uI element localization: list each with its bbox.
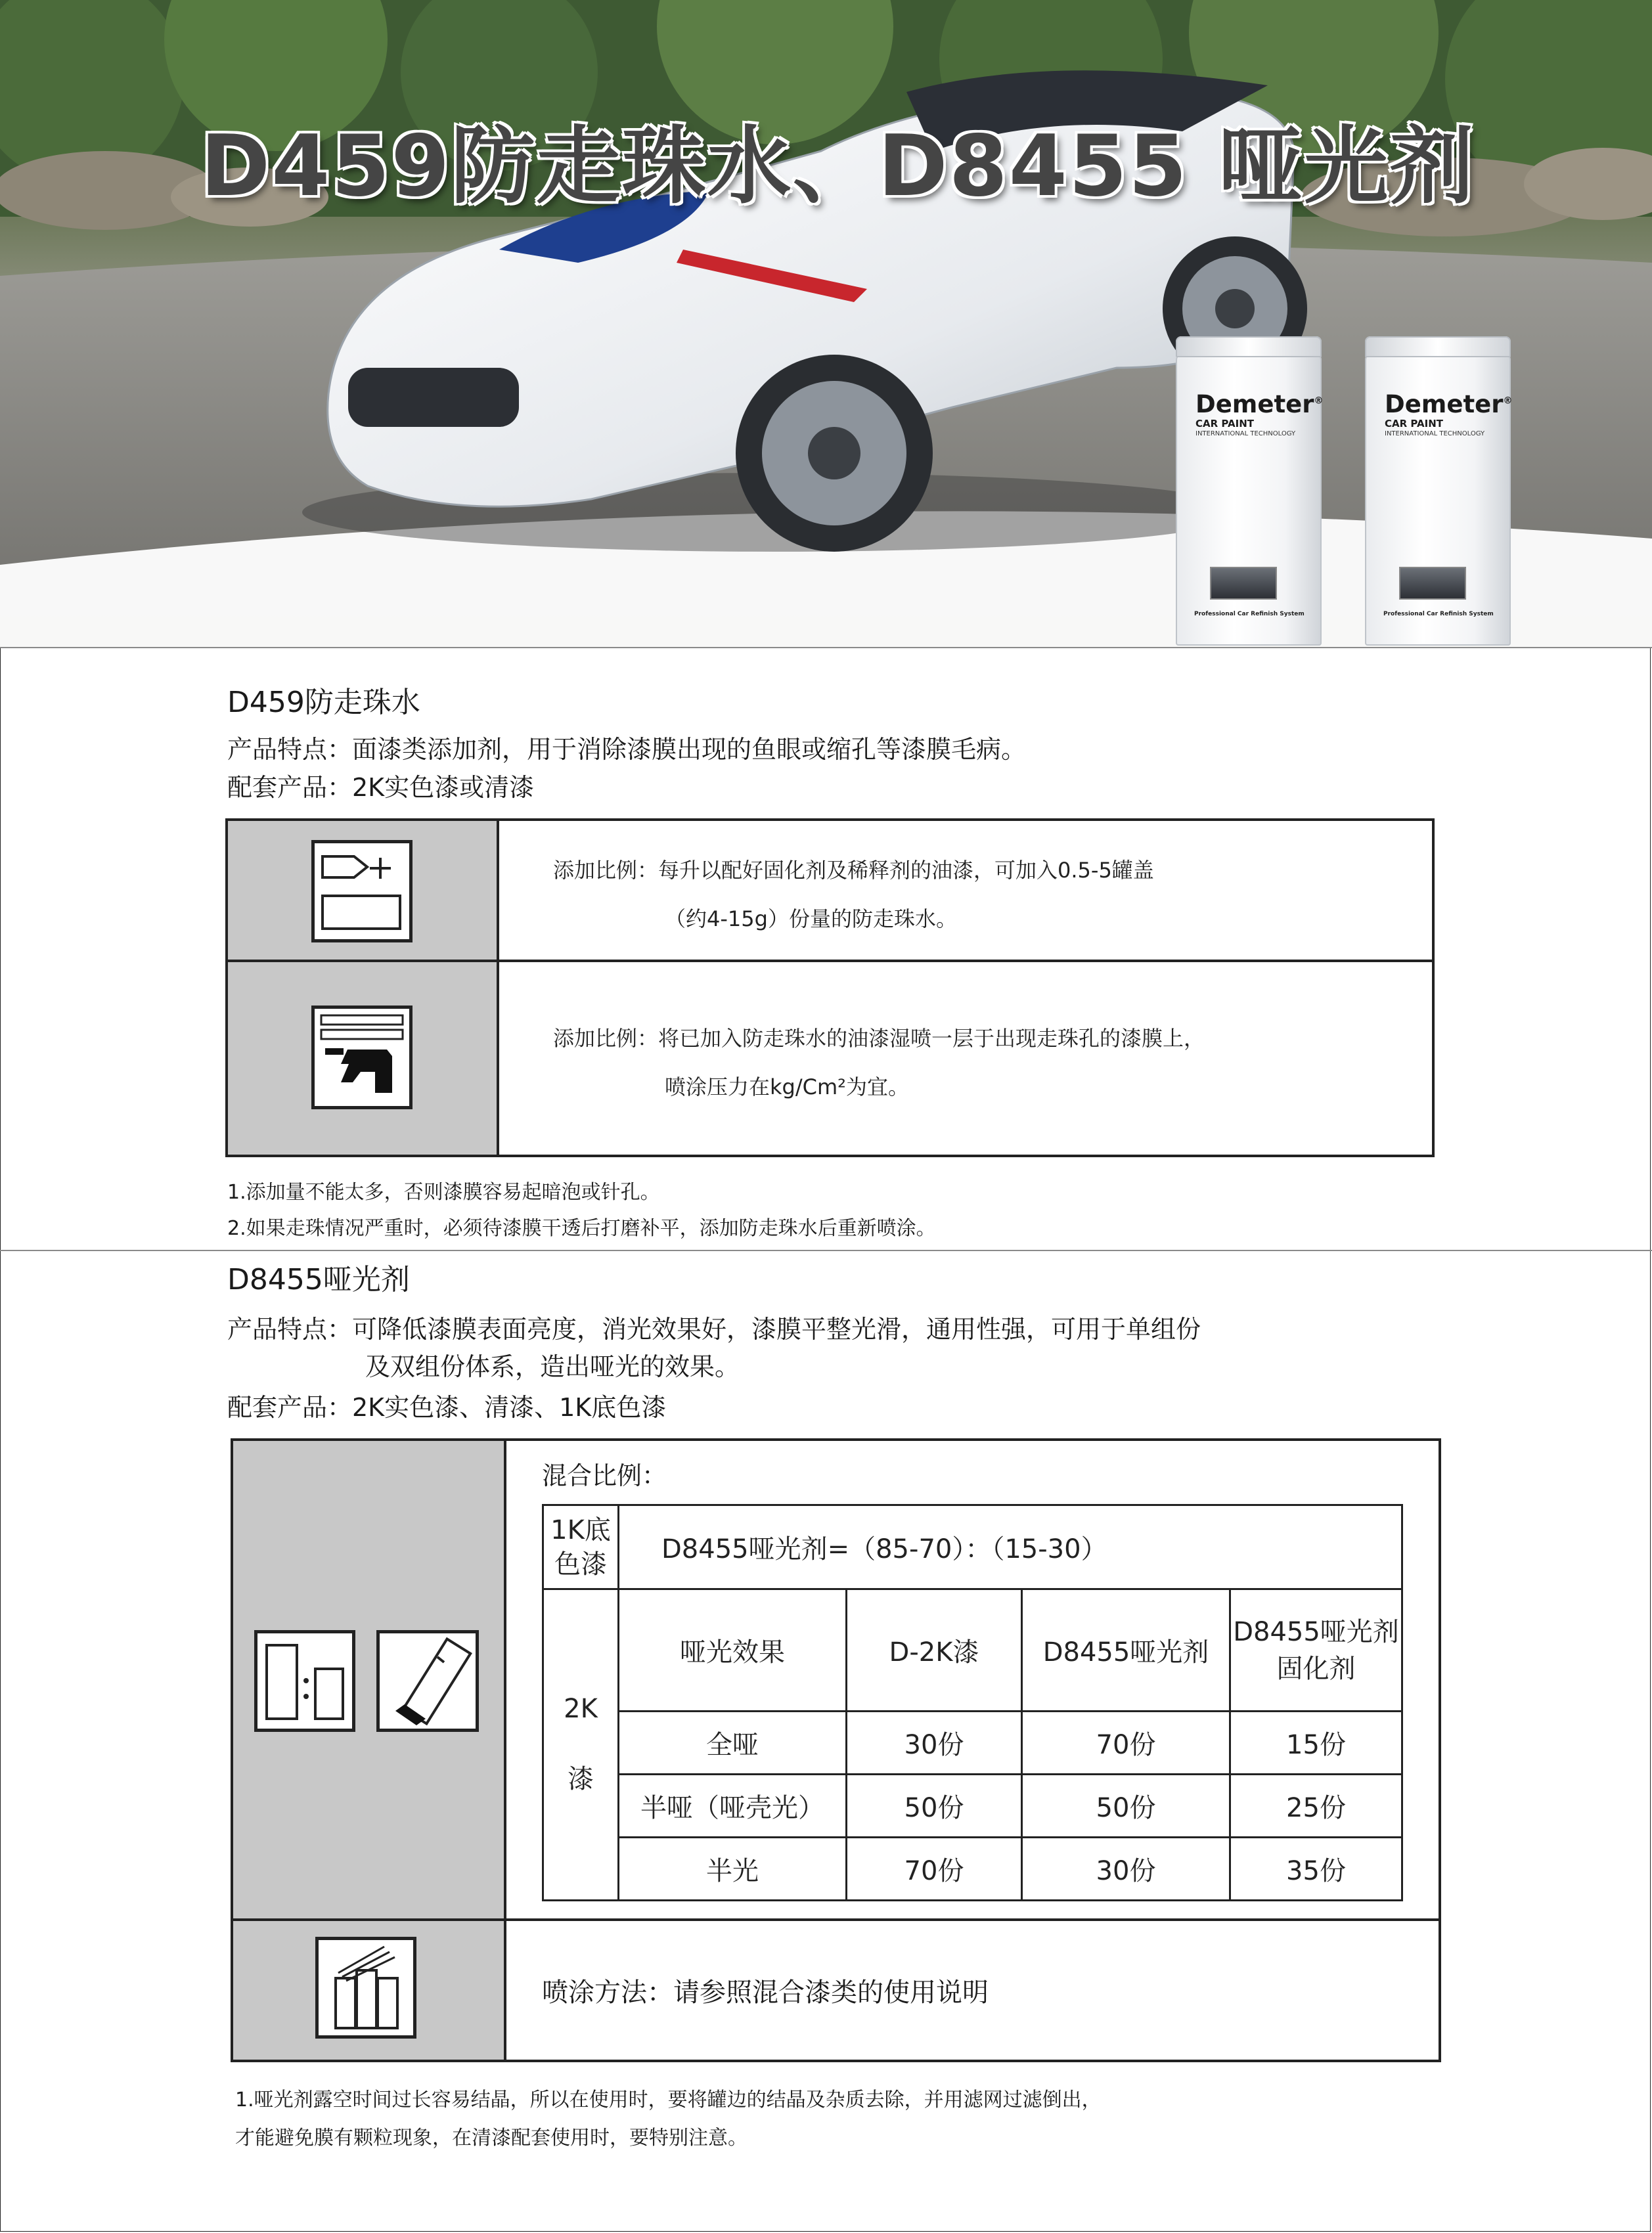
mixing-ratio-icon bbox=[254, 1630, 355, 1732]
cell: 50份 bbox=[1022, 1775, 1230, 1838]
cell: 半光 bbox=[619, 1838, 847, 1901]
cell: 全哑 bbox=[619, 1712, 847, 1775]
cell: 半哑（哑壳光） bbox=[619, 1775, 847, 1838]
can-brand: Demeter® bbox=[1195, 390, 1324, 418]
section-divider bbox=[0, 1250, 1652, 1251]
header-cell: 哑光效果 bbox=[619, 1589, 847, 1712]
hero-banner bbox=[0, 0, 1652, 647]
spray-gun-icon bbox=[311, 1006, 413, 1109]
table-row bbox=[543, 1712, 1402, 1775]
table-row bbox=[543, 1505, 1402, 1589]
can-car-image bbox=[1399, 567, 1466, 600]
formula-cell: D8455哑光剂=（85-70）：（15-30） bbox=[619, 1505, 1402, 1589]
row1-ratio-line2: （约4-15g）份量的防走珠水。 bbox=[665, 906, 957, 931]
can-subtitle: CAR PAINT bbox=[1195, 418, 1254, 430]
row-separator bbox=[233, 1918, 1439, 1921]
table-row bbox=[543, 1775, 1402, 1838]
section1-table bbox=[225, 818, 1435, 1157]
section1-matching: 配套产品：2K实色漆或清漆 bbox=[227, 773, 535, 802]
paint-can bbox=[1176, 353, 1322, 646]
section2-matching: 配套产品：2K实色漆、清漆、1K底色漆 bbox=[227, 1393, 667, 1422]
header-cell: D8455哑光剂 bbox=[1022, 1589, 1230, 1712]
table-row bbox=[543, 1838, 1402, 1901]
can-footer: Professional Car Refinish System bbox=[1383, 611, 1494, 617]
section2-note: 才能避免膜有颗粒现象，在清漆配套使用时，要特别注意。 bbox=[235, 2127, 748, 2150]
row2-ratio-line1: 添加比例：将已加入防走珠水的油漆湿喷一层于出现走珠孔的漆膜上， bbox=[553, 1026, 1205, 1051]
can-subtitle: CAR PAINT bbox=[1385, 418, 1443, 430]
mix-ratio-table bbox=[542, 1504, 1403, 1901]
cell: 50份 bbox=[847, 1775, 1022, 1838]
can-tagline: INTERNATIONAL TECHNOLOGY bbox=[1195, 430, 1296, 437]
header-cell: D8455哑光剂 固化剂 bbox=[1230, 1589, 1402, 1712]
row-label-2k bbox=[543, 1589, 619, 1901]
section2-heading: D8455哑光剂 bbox=[227, 1263, 410, 1296]
section2-table bbox=[231, 1438, 1441, 2062]
can-brand: Demeter® bbox=[1385, 390, 1513, 418]
row1-ratio-line1: 添加比例：每升以配好固化剂及稀释剂的油漆，可加入0.5-5罐盖 bbox=[553, 858, 1154, 883]
cell: 70份 bbox=[1022, 1712, 1230, 1775]
can-car-image bbox=[1210, 567, 1277, 600]
section2-features-line1: 产品特点：可降低漆膜表面亮度，消光效果好，漆膜平整光滑，通用性强，可用于单组份 bbox=[227, 1315, 1201, 1344]
cell: 35份 bbox=[1230, 1838, 1402, 1901]
cell: 30份 bbox=[1022, 1838, 1230, 1901]
row-separator bbox=[228, 960, 1432, 962]
table-row bbox=[543, 1589, 1402, 1712]
can-footer: Professional Car Refinish System bbox=[1194, 611, 1305, 617]
row-label-2k-bottom: 漆 bbox=[568, 1764, 594, 1794]
hero-divider bbox=[0, 647, 1652, 648]
row-label-2k-top: 2K bbox=[564, 1694, 598, 1724]
section2-note: 1.哑光剂露空时间过长容易结晶，所以在使用时，要将罐边的结晶及杂质去除，并用滤网过滤倒出， bbox=[235, 2089, 1102, 2111]
header-cell: D-2K漆 bbox=[847, 1589, 1022, 1712]
spray-filter-icon bbox=[315, 1937, 416, 2039]
stirring-stick-icon bbox=[376, 1630, 479, 1732]
mix-ratio-label: 混合比例： bbox=[542, 1461, 667, 1490]
cell: 15份 bbox=[1230, 1712, 1402, 1775]
spray-method: 喷涂方法：请参照混合漆类的使用说明 bbox=[542, 1978, 989, 2008]
add-ratio-icon bbox=[311, 840, 413, 942]
section1-note: 1.添加量不能太多，否则漆膜容易起暗泡或针孔。 bbox=[227, 1181, 660, 1204]
section1-heading: D459防走珠水 bbox=[227, 686, 420, 719]
can-tagline: INTERNATIONAL TECHNOLOGY bbox=[1385, 430, 1485, 437]
section2-features-line2: 及双组份体系，造出哑光的效果。 bbox=[365, 1352, 740, 1381]
hero-title: D459防走珠水、D8455 哑光剂 bbox=[200, 118, 1475, 215]
cell: 25份 bbox=[1230, 1775, 1402, 1838]
section1-features: 产品特点：面漆类添加剂，用于消除漆膜出现的鱼眼或缩孔等漆膜毛病。 bbox=[227, 735, 1027, 764]
cell: 30份 bbox=[847, 1712, 1022, 1775]
paint-can bbox=[1365, 353, 1511, 646]
row2-ratio-line2: 喷涂压力在kg/Cm²为宜。 bbox=[665, 1074, 909, 1099]
cell: 70份 bbox=[847, 1838, 1022, 1901]
row-label-1k: 1K底 色漆 bbox=[543, 1505, 619, 1589]
section1-note: 2.如果走珠情况严重时，必须待漆膜干透后打磨补平，添加防走珠水后重新喷涂。 bbox=[227, 1217, 936, 1240]
